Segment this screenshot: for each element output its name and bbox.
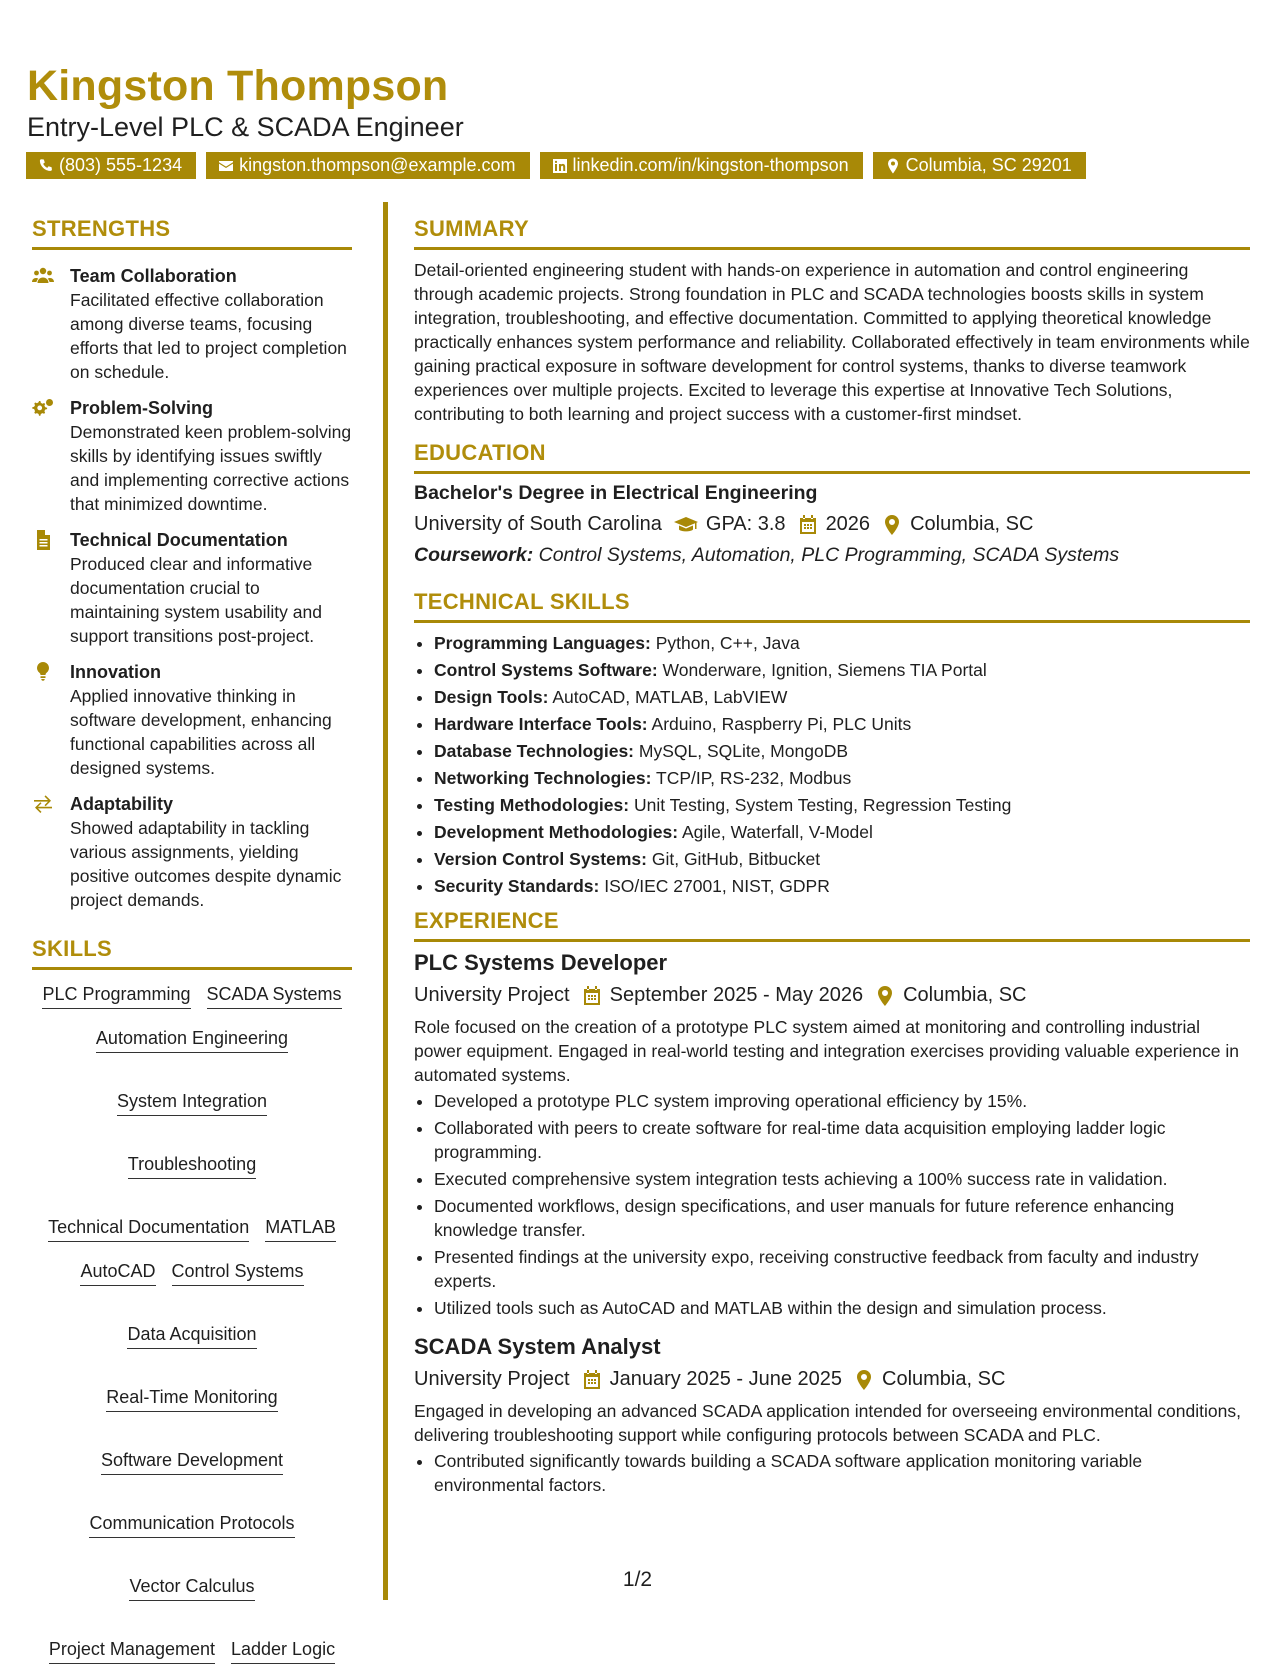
- calendar-icon: [582, 986, 602, 1006]
- job-bullets: [414, 1449, 1250, 1497]
- skill-value: TCP/IP, RS-232, Modbus: [656, 768, 852, 788]
- candidate-name: Kingston Thompson: [27, 62, 449, 110]
- exchange-icon: [32, 794, 54, 814]
- left-column: [32, 216, 352, 1664]
- gpa: GPA: 3.8: [705, 513, 786, 535]
- strength-item: [32, 660, 352, 780]
- strength-desc: Applied innovative thinking in software development, enhancing functional capabilities across all designed systems.: [70, 686, 332, 778]
- job-dates: September 2025 - May 2026: [609, 984, 864, 1006]
- summary-heading: SUMMARY: [414, 216, 1250, 250]
- phone-text: (803) 555-1234: [59, 155, 183, 175]
- map-pin-icon: [882, 515, 902, 535]
- skill-tag: Real-Time Monitoring: [106, 1387, 277, 1412]
- skill-label: Version Control Systems:: [434, 849, 647, 869]
- skill-label: Hardware Interface Tools:: [434, 714, 648, 734]
- graduation-cap-icon: [674, 515, 698, 535]
- contact-phone[interactable]: [26, 152, 196, 179]
- contact-location: [873, 152, 1086, 179]
- job-title: Entry-Level PLC & SCADA Engineer: [27, 112, 464, 142]
- coursework: [414, 544, 1250, 567]
- skill-label: Development Methodologies:: [434, 822, 679, 842]
- job-title: SCADA System Analyst: [414, 1334, 661, 1359]
- contact-bar: [26, 152, 1086, 179]
- job-description: Engaged in developing an advanced SCADA application intended for overseeing environmental conditions, delivering troubleshooting support while configuring protocols between SCADA and PLC.: [414, 1401, 1241, 1445]
- skill-value: Unit Testing, System Testing, Regression Testing: [633, 795, 1012, 815]
- job-dates: January 2025 - June 2025: [609, 1368, 843, 1390]
- lightbulb-icon: [32, 662, 54, 682]
- technical-skills-heading: TECHNICAL SKILLS: [414, 589, 1250, 623]
- strength-item: [32, 528, 352, 648]
- email-text: kingston.thompson@example.com: [239, 155, 516, 175]
- skill-tag: Project Management: [49, 1639, 215, 1664]
- skill-tag: Automation Engineering: [96, 1028, 288, 1053]
- strength-title: Problem-Solving: [70, 398, 214, 418]
- strength-title: Adaptability: [70, 794, 174, 814]
- education-meta: [414, 513, 1250, 536]
- skill-tag: Troubleshooting: [128, 1154, 256, 1179]
- list-item: [434, 874, 1250, 898]
- right-column: [414, 216, 1250, 1500]
- map-pin-icon: [885, 158, 901, 174]
- education-heading: EDUCATION: [414, 440, 1250, 474]
- skill-value: ISO/IEC 27001, NIST, GDPR: [604, 876, 830, 896]
- skill-value: AutoCAD, MATLAB, LabVIEW: [552, 687, 788, 707]
- skills-heading: SKILLS: [32, 936, 352, 970]
- map-pin-icon: [875, 986, 895, 1006]
- degree-title: Bachelor's Degree in Electrical Engineering: [414, 482, 818, 504]
- strength-item: [32, 264, 352, 384]
- skill-tag: Communication Protocols: [89, 1513, 294, 1538]
- skill-label: Control Systems Software:: [434, 660, 658, 680]
- linkedin-text: linkedin.com/in/kingston-thompson: [572, 155, 849, 175]
- strength-desc: Demonstrated keen problem-solving skills by identifying issues swiftly and implementing corrective actions that minimized downtime.: [70, 422, 352, 514]
- skill-value: MySQL, SQLite, MongoDB: [638, 741, 849, 761]
- phone-icon: [38, 158, 54, 174]
- skill-label: Database Technologies:: [434, 741, 635, 761]
- envelope-icon: [218, 158, 234, 174]
- strengths-heading: STRENGTHS: [32, 216, 352, 250]
- list-item: • Developed a prototype PLC system improving operational efficiency by 15%.: [434, 1089, 1250, 1113]
- contact-email[interactable]: [206, 152, 529, 179]
- list-item: [434, 739, 1250, 763]
- list-item: [434, 793, 1250, 817]
- job-location: Columbia, SC: [903, 984, 1027, 1006]
- skill-tag: Control Systems: [172, 1261, 304, 1286]
- contact-linkedin[interactable]: [540, 152, 863, 179]
- strength-desc: Produced clear and informative documentation crucial to maintaining system usability and support transitions post-project.: [70, 554, 322, 646]
- skill-tag: Technical Documentation: [48, 1217, 249, 1242]
- skill-tag: PLC Programming: [42, 984, 190, 1009]
- skill-tag: AutoCAD: [80, 1261, 155, 1286]
- graduation-year: 2026: [825, 513, 871, 535]
- users-icon: [32, 266, 54, 286]
- job-org: University Project: [414, 984, 570, 1006]
- job-meta: [414, 984, 1250, 1007]
- skill-label: Networking Technologies:: [434, 768, 652, 788]
- job-entry: [414, 1334, 1250, 1497]
- skill-value: Python, C++, Java: [655, 633, 800, 653]
- map-pin-icon: [854, 1370, 874, 1390]
- skills-tags: [32, 984, 352, 1664]
- list-item: • Presented findings at the university expo, receiving constructive feedback from faculty and industry experts.: [434, 1245, 1250, 1293]
- skill-label: Security Standards:: [434, 876, 600, 896]
- skill-value: Arduino, Raspberry Pi, PLC Units: [651, 714, 912, 734]
- list-item: [434, 658, 1250, 682]
- list-item: • Executed comprehensive system integration tests achieving a 100% success rate in validation.: [434, 1167, 1250, 1191]
- list-item: [434, 766, 1250, 790]
- coursework-list: Control Systems, Automation, PLC Programming, SCADA Systems: [538, 544, 1120, 566]
- skill-tag: Vector Calculus: [129, 1576, 254, 1601]
- skill-tag: Data Acquisition: [127, 1324, 256, 1349]
- skill-value: Git, GitHub, Bitbucket: [651, 849, 821, 869]
- skill-tag: Software Development: [101, 1450, 283, 1475]
- gears-icon: [32, 398, 54, 418]
- school-name: University of South Carolina: [414, 513, 662, 535]
- strength-item: [32, 792, 352, 912]
- calendar-icon: [798, 515, 818, 535]
- strength-desc: Showed adaptability in tackling various assignments, yielding positive outcomes despite dynamic project demands.: [70, 818, 342, 910]
- location-text: Columbia, SC 29201: [905, 155, 1072, 175]
- page-number: 1/2: [622, 1568, 653, 1591]
- column-divider: [383, 202, 388, 1600]
- list-item: • Contributed significantly towards building a SCADA software application monitoring variable environmental factors.: [434, 1449, 1250, 1497]
- skill-tag: MATLAB: [265, 1217, 336, 1242]
- job-entry: [414, 950, 1250, 1320]
- skill-tag: System Integration: [117, 1091, 267, 1116]
- education-location: Columbia, SC: [910, 513, 1034, 535]
- job-meta: [414, 1368, 1250, 1391]
- list-item: [434, 631, 1250, 655]
- coursework-label: Coursework:: [414, 544, 534, 566]
- list-item: • Utilized tools such as AutoCAD and MATLAB within the design and simulation process.: [434, 1296, 1250, 1320]
- list-item: [434, 712, 1250, 736]
- document-icon: [32, 530, 54, 550]
- strength-item: [32, 396, 352, 516]
- list-item: [434, 820, 1250, 844]
- strength-title: Team Collaboration: [70, 266, 237, 286]
- strength-title: Technical Documentation: [70, 530, 288, 550]
- list-item: [434, 685, 1250, 709]
- calendar-icon: [582, 1370, 602, 1390]
- skill-value: Wonderware, Ignition, Siemens TIA Portal: [662, 660, 987, 680]
- job-title: PLC Systems Developer: [414, 950, 668, 975]
- list-item: • Documented workflows, design specifications, and user manuals for future reference enhancing knowledge transfer.: [434, 1194, 1250, 1242]
- experience-heading: EXPERIENCE: [414, 908, 1250, 942]
- strength-title: Innovation: [70, 662, 161, 682]
- job-org: University Project: [414, 1368, 570, 1390]
- list-item: • Collaborated with peers to create software for real-time data acquisition employing ladder logic programming.: [434, 1116, 1250, 1164]
- job-description: Role focused on the creation of a prototype PLC system aimed at monitoring and controlling industrial power equipment. Engaged in real-world testing and integration exercises providing valuable experience in automated systems.: [414, 1017, 1239, 1085]
- summary-text: Detail-oriented engineering student with hands-on experience in automation and control engineering through academic projects. Strong foundation in PLC and SCADA technologies boosts skills in system integration, troubleshooting, and effective documentation. Committed to applying theoretical knowledge practically enhances system performance and reliability. Collaborated effectively in team environments while gaining practical exposure in software development for control systems, thanks to diverse teamwork experiences over multiple projects. Excited to leverage this expertise at Innovative Tech Solutions, contributing to both learning and project success with a customer-first mindset.: [414, 260, 1250, 424]
- technical-skills-list: [414, 631, 1250, 898]
- list-item: [434, 847, 1250, 871]
- skill-label: Design Tools:: [434, 687, 549, 707]
- skill-label: Programming Languages:: [434, 633, 651, 653]
- job-bullets: [414, 1089, 1250, 1320]
- skill-value: Agile, Waterfall, V-Model: [681, 822, 873, 842]
- skill-tag: SCADA Systems: [207, 984, 342, 1009]
- skill-tag: Ladder Logic: [231, 1639, 335, 1664]
- linkedin-icon: [552, 158, 568, 174]
- strength-desc: Facilitated effective collaboration among diverse teams, focusing efforts that led to project completion on schedule.: [70, 290, 347, 382]
- skill-label: Testing Methodologies:: [434, 795, 630, 815]
- job-location: Columbia, SC: [882, 1368, 1006, 1390]
